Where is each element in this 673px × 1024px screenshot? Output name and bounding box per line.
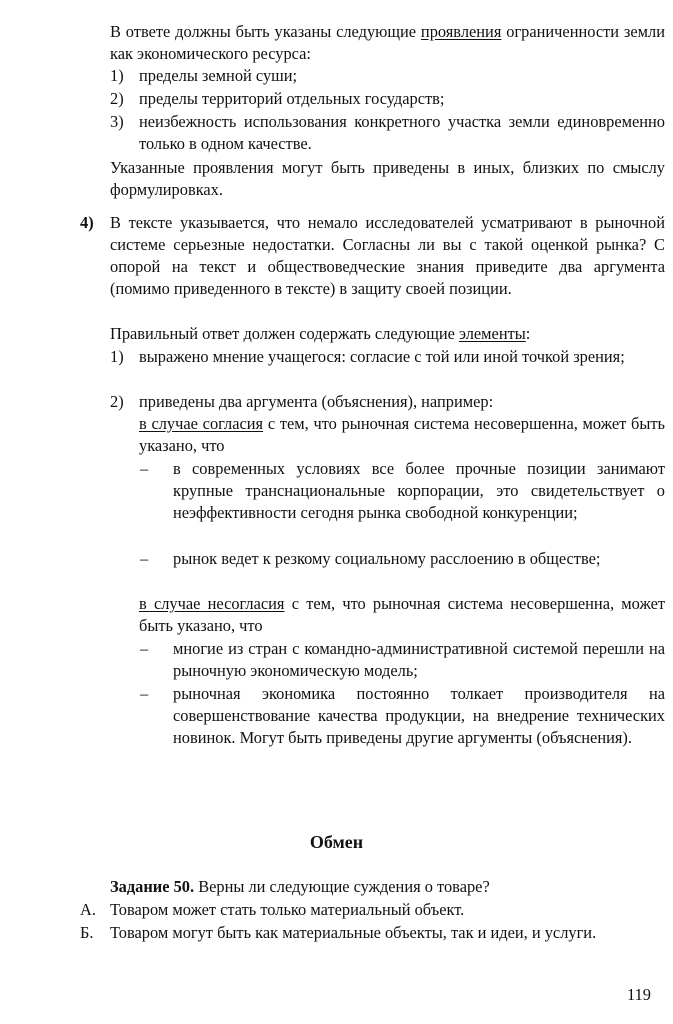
underlined-term: в случае несогласия	[139, 594, 285, 613]
agree-paragraph: в случае согласия с тем, что рыночная система несовершенна, может быть указано, что	[139, 414, 665, 455]
underlined-term: проявления	[420, 22, 502, 41]
note-paragraph: Указанные проявления могут быть приведены в иных, близких по смыслу формулировках.	[110, 158, 665, 199]
option-letter: А.	[80, 900, 96, 919]
task-number: 4)	[80, 213, 94, 232]
option-text: Товаром могут быть как материальные объекты, так и идеи, и услуги.	[110, 923, 597, 942]
document-page: В ответе должны быть указаны следующие проявления ограниченности земли как экономического ресурса: 1) пределы земной суши; 2) пределы территорий отдельных государств; 3) неизбежность использования конкретного участка земли единовременно только в одном качестве. Указанные проявления могут быть приведены в иных, близких по смыслу формулировках. 4) В тексте указывается, что немало исследователей усматривают в рыночной системе серьезные недостатки. Согласны ли вы с такой оценкой рынка? С опорой на текст и обществоведческие знания приведите два аргумента (помимо приведенного в тексте) в защиту своей позиции. Правильный ответ должен содержать следующие элементы: 1) выражено мнение учащегося: согласие с той или иной точкой зрения; 2) приведены два аргумента (объяснения), например: в случае согласия с тем, что рыночная система несовершенна, может быть указано, что – в современных условиях все более прочные позиции занимают крупные транснациональные корпорации, это свидетельствует о неэффективности сегодня рынка свободной конкуренции; – рынок ведет к резкому социальному расслоению в обществе; в случае несогласия с тем, что рыночная система несовершенна, может быть указано, что – многие из стран с командно-административной системой перешли на рыночную экономическую модель; – рыночная экономика постоянно толкает производителя на совершенствование качества продукции, на внедрение технических новинок. Могут быть приведены другие аргументы (объяснения). Обмен Задание 50. Верны ли следующие суждения о товаре? А. Товаром может стать только материальный объект. Б. Товаром могут быть как материальные объекты, так и идеи, и услуги. 119	[0, 0, 673, 1024]
underlined-term: элементы	[458, 324, 526, 343]
disagree-paragraph: в случае несогласия с тем, что рыночная система несовершенна, может быть указано, что	[139, 594, 666, 635]
intro-paragraph: В ответе должны быть указаны следующие проявления ограниченности земли как экономического ресурса:	[110, 22, 665, 63]
option-letter: Б.	[80, 923, 94, 942]
answer-intro: Правильный ответ должен содержать следующие элементы:	[110, 324, 531, 343]
task-question: В тексте указывается, что немало исследователей усматривают в рыночной системе серьезные недостатки. Согласны ли вы с такой оценкой рынка? С опорой на текст и обществоведческие знания приведите два аргумента (помимо приведенного в тексте) в защиту своей позиции.	[110, 213, 665, 298]
option-text: Товаром может стать только материальный объект.	[110, 900, 465, 919]
task-heading: Задание 50. Верны ли следующие суждения о товаре?	[110, 877, 490, 896]
page-number: 119	[627, 985, 651, 1004]
section-title: Обмен	[309, 832, 364, 852]
underlined-term: в случае согласия	[139, 414, 264, 433]
